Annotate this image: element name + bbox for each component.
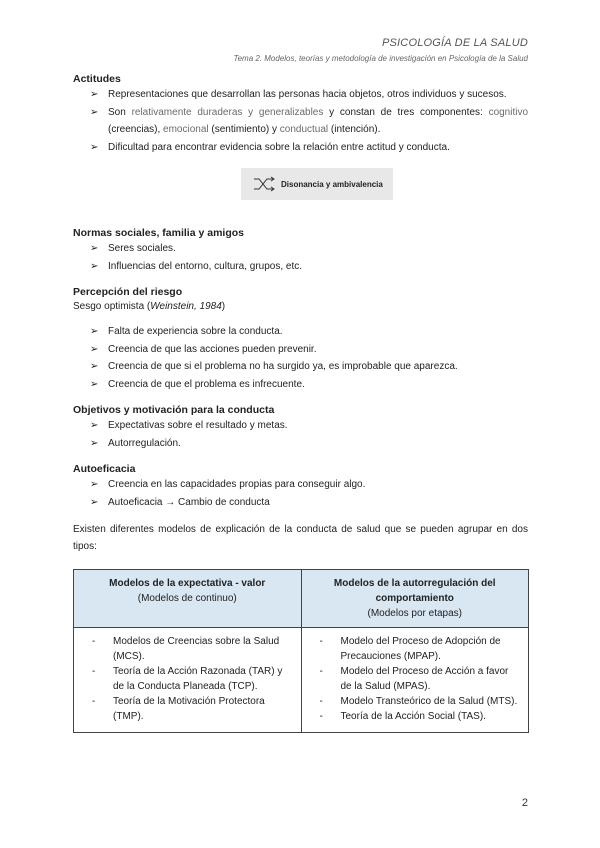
list-item: - Modelo del Proceso de Adopción de Precauciones (MPAP). [319, 636, 501, 662]
list-item: - Teoría de la Acción Razonada (TAR) y de la Conducta Planeada (TCP). [92, 666, 283, 692]
list-item: ➢ Representaciones que desarrollan las personas hacia objetos, otros individuos y sucesos. [90, 86, 528, 104]
arrow-bullet-icon: ➢ [90, 420, 99, 431]
list-item: ➢ Falta de experiencia sobre la conducta. [90, 323, 528, 341]
heading-autoeficacia: Autoeficacia [73, 463, 136, 475]
arrow-bullet-icon: ➢ [90, 479, 99, 490]
list-item: ➢ Creencia de que si el problema no ha surgido ya, es improbable que aparezca. [90, 358, 528, 376]
percepcion-list [73, 323, 528, 393]
list-item: - Teoría de la Motivación Protectora (TMP). [92, 696, 265, 722]
table-cell-col2 [301, 628, 529, 733]
arrow-bullet-icon: ➢ [90, 243, 99, 254]
heading-actitudes: Actitudes [73, 73, 121, 85]
table-header-col2: Modelos de la autorregulación del comportamiento (Modelos por etapas) [301, 570, 529, 628]
arrow-bullet-icon: ➢ [90, 89, 99, 100]
list-item: - Modelo del Proceso de Acción a favor de la Salud (MPAS). [319, 666, 509, 692]
image-label: Disonancia y ambivalencia [281, 179, 383, 189]
list-item: ➢ Creencia de que el problema es infrecuente. [90, 376, 528, 394]
arrow-bullet-icon: ➢ [90, 106, 99, 118]
arrow-bullet-icon: ➢ [90, 343, 99, 355]
list-item: ➢ Autoeficacia → Cambio de conducta [90, 494, 528, 512]
arrow-bullet-icon: ➢ [90, 141, 99, 153]
heading-normas: Normas sociales, familia y amigos [73, 227, 244, 239]
table-header-col1: Modelos de la expectativa - valor (Modelos de continuo) [74, 570, 302, 628]
arrow-bullet-icon: ➢ [90, 260, 99, 272]
heading-percepcion: Percepción del riesgo [73, 286, 183, 298]
header-title: PSICOLOGÍA DE LA SALUD [381, 37, 528, 49]
list-item: ➢ Influencias del entorno, cultura, grupos, etc. [90, 258, 528, 276]
table-row [74, 628, 529, 733]
list-item: - Modelo Transteórico de la Salud (MTS). [319, 696, 518, 707]
content [73, 72, 528, 733]
autoeficacia-list [73, 476, 528, 511]
arrow-bullet-icon: ➢ [90, 378, 99, 390]
list-item: - Modelos de Creencias sobre la Salud (MCS). [92, 636, 280, 662]
sesgo-optimista: Sesgo optimista (Weinstein, 1984) [73, 301, 226, 312]
arrow-bullet-icon: ➢ [90, 326, 99, 337]
disonancia-image [241, 168, 393, 200]
normas-list [73, 240, 528, 275]
models-table [73, 569, 529, 733]
list-item: ➢ Seres sociales. [90, 240, 528, 258]
table-header-row [74, 570, 529, 628]
list-item: ➢ Dificultad para encontrar evidencia sobre la relación entre actitud y conducta. [90, 139, 528, 157]
intro-paragraph: Existen diferentes modelos de explicación de la conducta de salud que se pueden agrupar en dos tipos: [73, 524, 528, 552]
actitudes-list [73, 86, 528, 156]
crossing-arrows-icon [253, 176, 275, 192]
list-item: ➢ Expectativas sobre el resultado y metas. [90, 417, 528, 435]
list-item: - Teoría de la Acción Social (TAS). [319, 711, 486, 722]
page-number: 2 [521, 797, 528, 809]
arrow-bullet-icon: ➢ [90, 361, 99, 372]
arrow-bullet-icon: ➢ [90, 496, 99, 508]
list-item: ➢ Son relativamente duraderas y generalizables y constan de tres componentes: cognitivo (creencias), emocional (sentimiento) y conductual (intención). [90, 104, 528, 139]
arrow-bullet-icon: ➢ [90, 437, 99, 449]
objetivos-list [73, 417, 528, 452]
heading-objetivos: Objetivos y motivación para la conducta [73, 404, 275, 416]
list-item: ➢ Creencia en las capacidades propias para conseguir algo. [90, 476, 528, 494]
list-item: ➢ Creencia de que las acciones pueden prevenir. [90, 341, 528, 359]
header-subtitle: Tema 2. Modelos, teorías y metodología de investigación en Psicología de la Salud [233, 54, 528, 63]
list-item: ➢ Autorregulación. [90, 435, 528, 453]
table-cell-col1 [74, 628, 302, 733]
